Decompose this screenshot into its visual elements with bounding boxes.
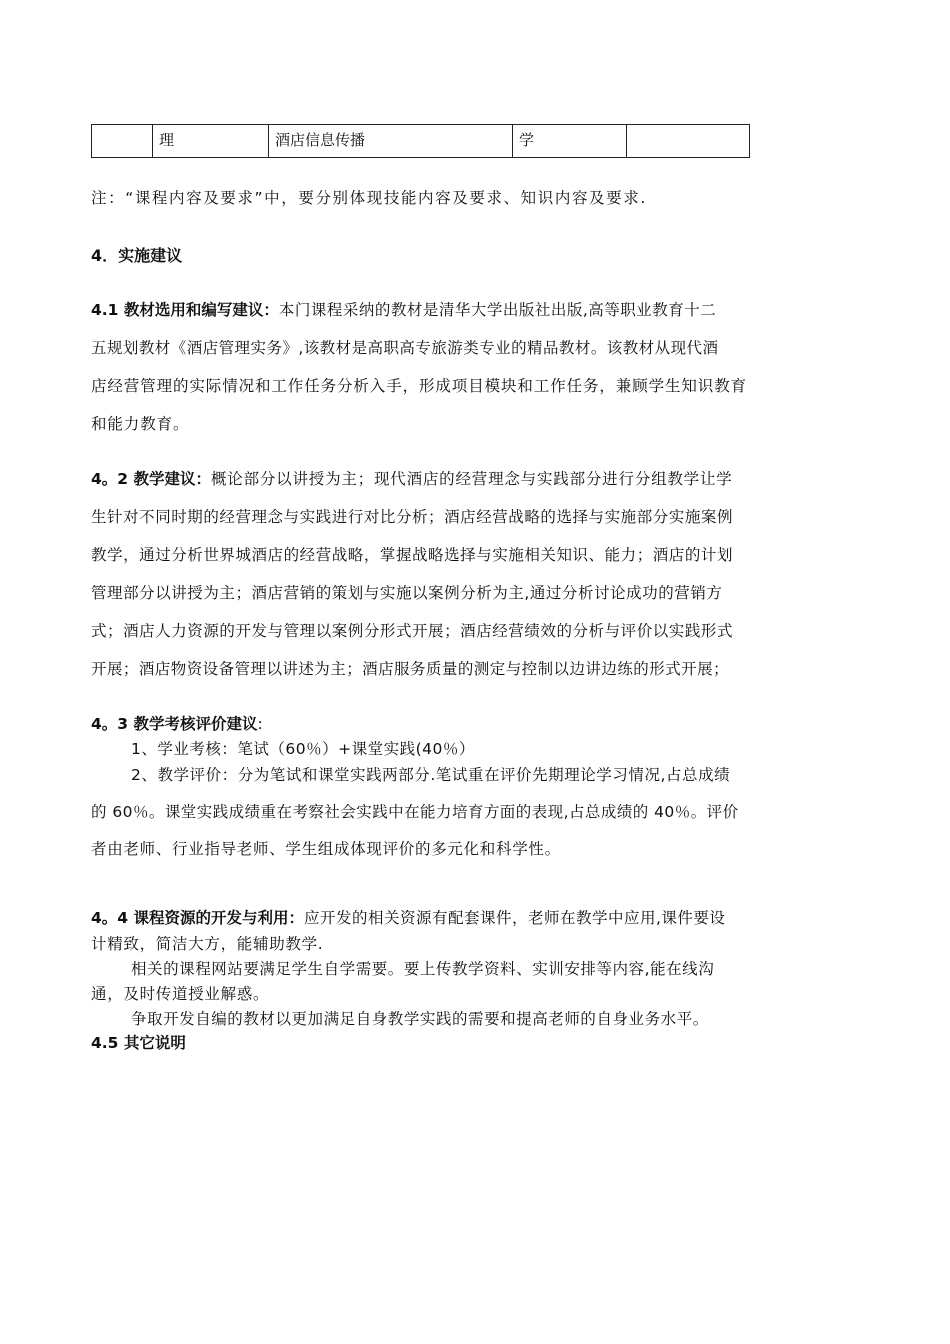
table-cell: 理 xyxy=(153,125,269,158)
table-cell xyxy=(92,125,153,158)
paragraph-text: 相关的课程网站要满足学生自学需要。要上传教学资料、实训安排等内容,能在线沟 xyxy=(131,960,715,978)
paragraph-4-4-line xyxy=(91,906,725,928)
subsection-label: 4。4 课程资源的开发与利用： xyxy=(91,909,304,927)
subsection-label: 4。2 教学建议： xyxy=(91,470,211,488)
paragraph-text: 本门课程采纳的教材是清华大学出版社出版,高等职业教育十二 xyxy=(278,301,717,319)
list-item: 1、学业考核：笔试（60％）+课堂实践(40％） xyxy=(131,740,475,758)
paragraph-text: 五规划教材《酒店管理实务》,该教材是高职高专旅游类专业的精品教材。该教材从现代酒 xyxy=(91,339,719,357)
subsection-label: 4.1 教材选用和编写建议： xyxy=(91,301,279,319)
paragraph-text: 应开发的相关资源有配套课件，老师在教学中应用,课件要设 xyxy=(303,909,726,927)
section-heading: 4．实施建议 xyxy=(91,246,183,265)
label-colon: : xyxy=(257,715,263,733)
paragraph-4-3-line xyxy=(91,712,263,734)
paragraph-text: 开展；酒店物资设备管理以讲述为主；酒店服务质量的测定与控制以边讲边练的形式开展； xyxy=(91,660,730,678)
subsection-label: 4.5 其它说明 xyxy=(91,1034,186,1052)
table-cell: 酒店信息传播 xyxy=(269,125,513,158)
paragraph-text: 式；酒店人力资源的开发与管理以案例分形式开展；酒店经营绩效的分析与评价以实践形式 xyxy=(91,622,734,640)
course-table xyxy=(91,124,750,158)
table-note: 注：“课程内容及要求”中，要分别体现技能内容及要求、知识内容及要求. xyxy=(91,189,647,207)
paragraph-text: 和能力教育。 xyxy=(91,415,190,433)
table-cell xyxy=(627,125,750,158)
paragraph-text: 教学，通过分析世界城酒店的经营战略，掌握战略选择与实施相关知识、能力；酒店的计划 xyxy=(91,546,734,564)
table-row xyxy=(92,125,750,158)
paragraph-text: 店经营管理的实际情况和工作任务分析入手，形成项目模块和工作任务，兼顾学生知识教育 xyxy=(91,377,748,395)
paragraph-text: 管理部分以讲授为主；酒店营销的策划与实施以案例分析为主,通过分析讨论成功的营销方 xyxy=(91,584,723,602)
paragraph-text: 生针对不同时期的经营理念与实践进行对比分析；酒店经营战略的选择与实施部分实施案例 xyxy=(91,508,734,526)
paragraph-4-2-line xyxy=(91,467,733,489)
paragraph-text: 概论部分以讲授为主；现代酒店的经营理念与实践部分进行分组教学让学 xyxy=(210,470,733,488)
paragraph-text: 争取开发自编的教材以更加满足自身教学实践的需要和提高老师的自身业务水平。 xyxy=(131,1010,709,1028)
subsection-label: 4。3 教学考核评价建议 xyxy=(91,715,258,733)
paragraph-text: 计精致，简洁大方，能辅助教学. xyxy=(91,935,324,953)
paragraph-text: 者由老师、行业指导老师、学生组成体现评价的多元化和科学性。 xyxy=(91,840,561,858)
table-cell: 学 xyxy=(513,125,627,158)
list-item: 2、教学评价：分为笔试和课堂实践两部分.笔试重在评价先期理论学习情况,占总成绩 xyxy=(131,766,731,784)
paragraph-text: 的 60％。课堂实践成绩重在考察社会实践中在能力培育方面的表现,占总成绩的 40％。评价 xyxy=(91,803,739,821)
paragraph-4-1-line xyxy=(91,298,716,320)
paragraph-text: 通，及时传道授业解惑。 xyxy=(91,985,270,1003)
